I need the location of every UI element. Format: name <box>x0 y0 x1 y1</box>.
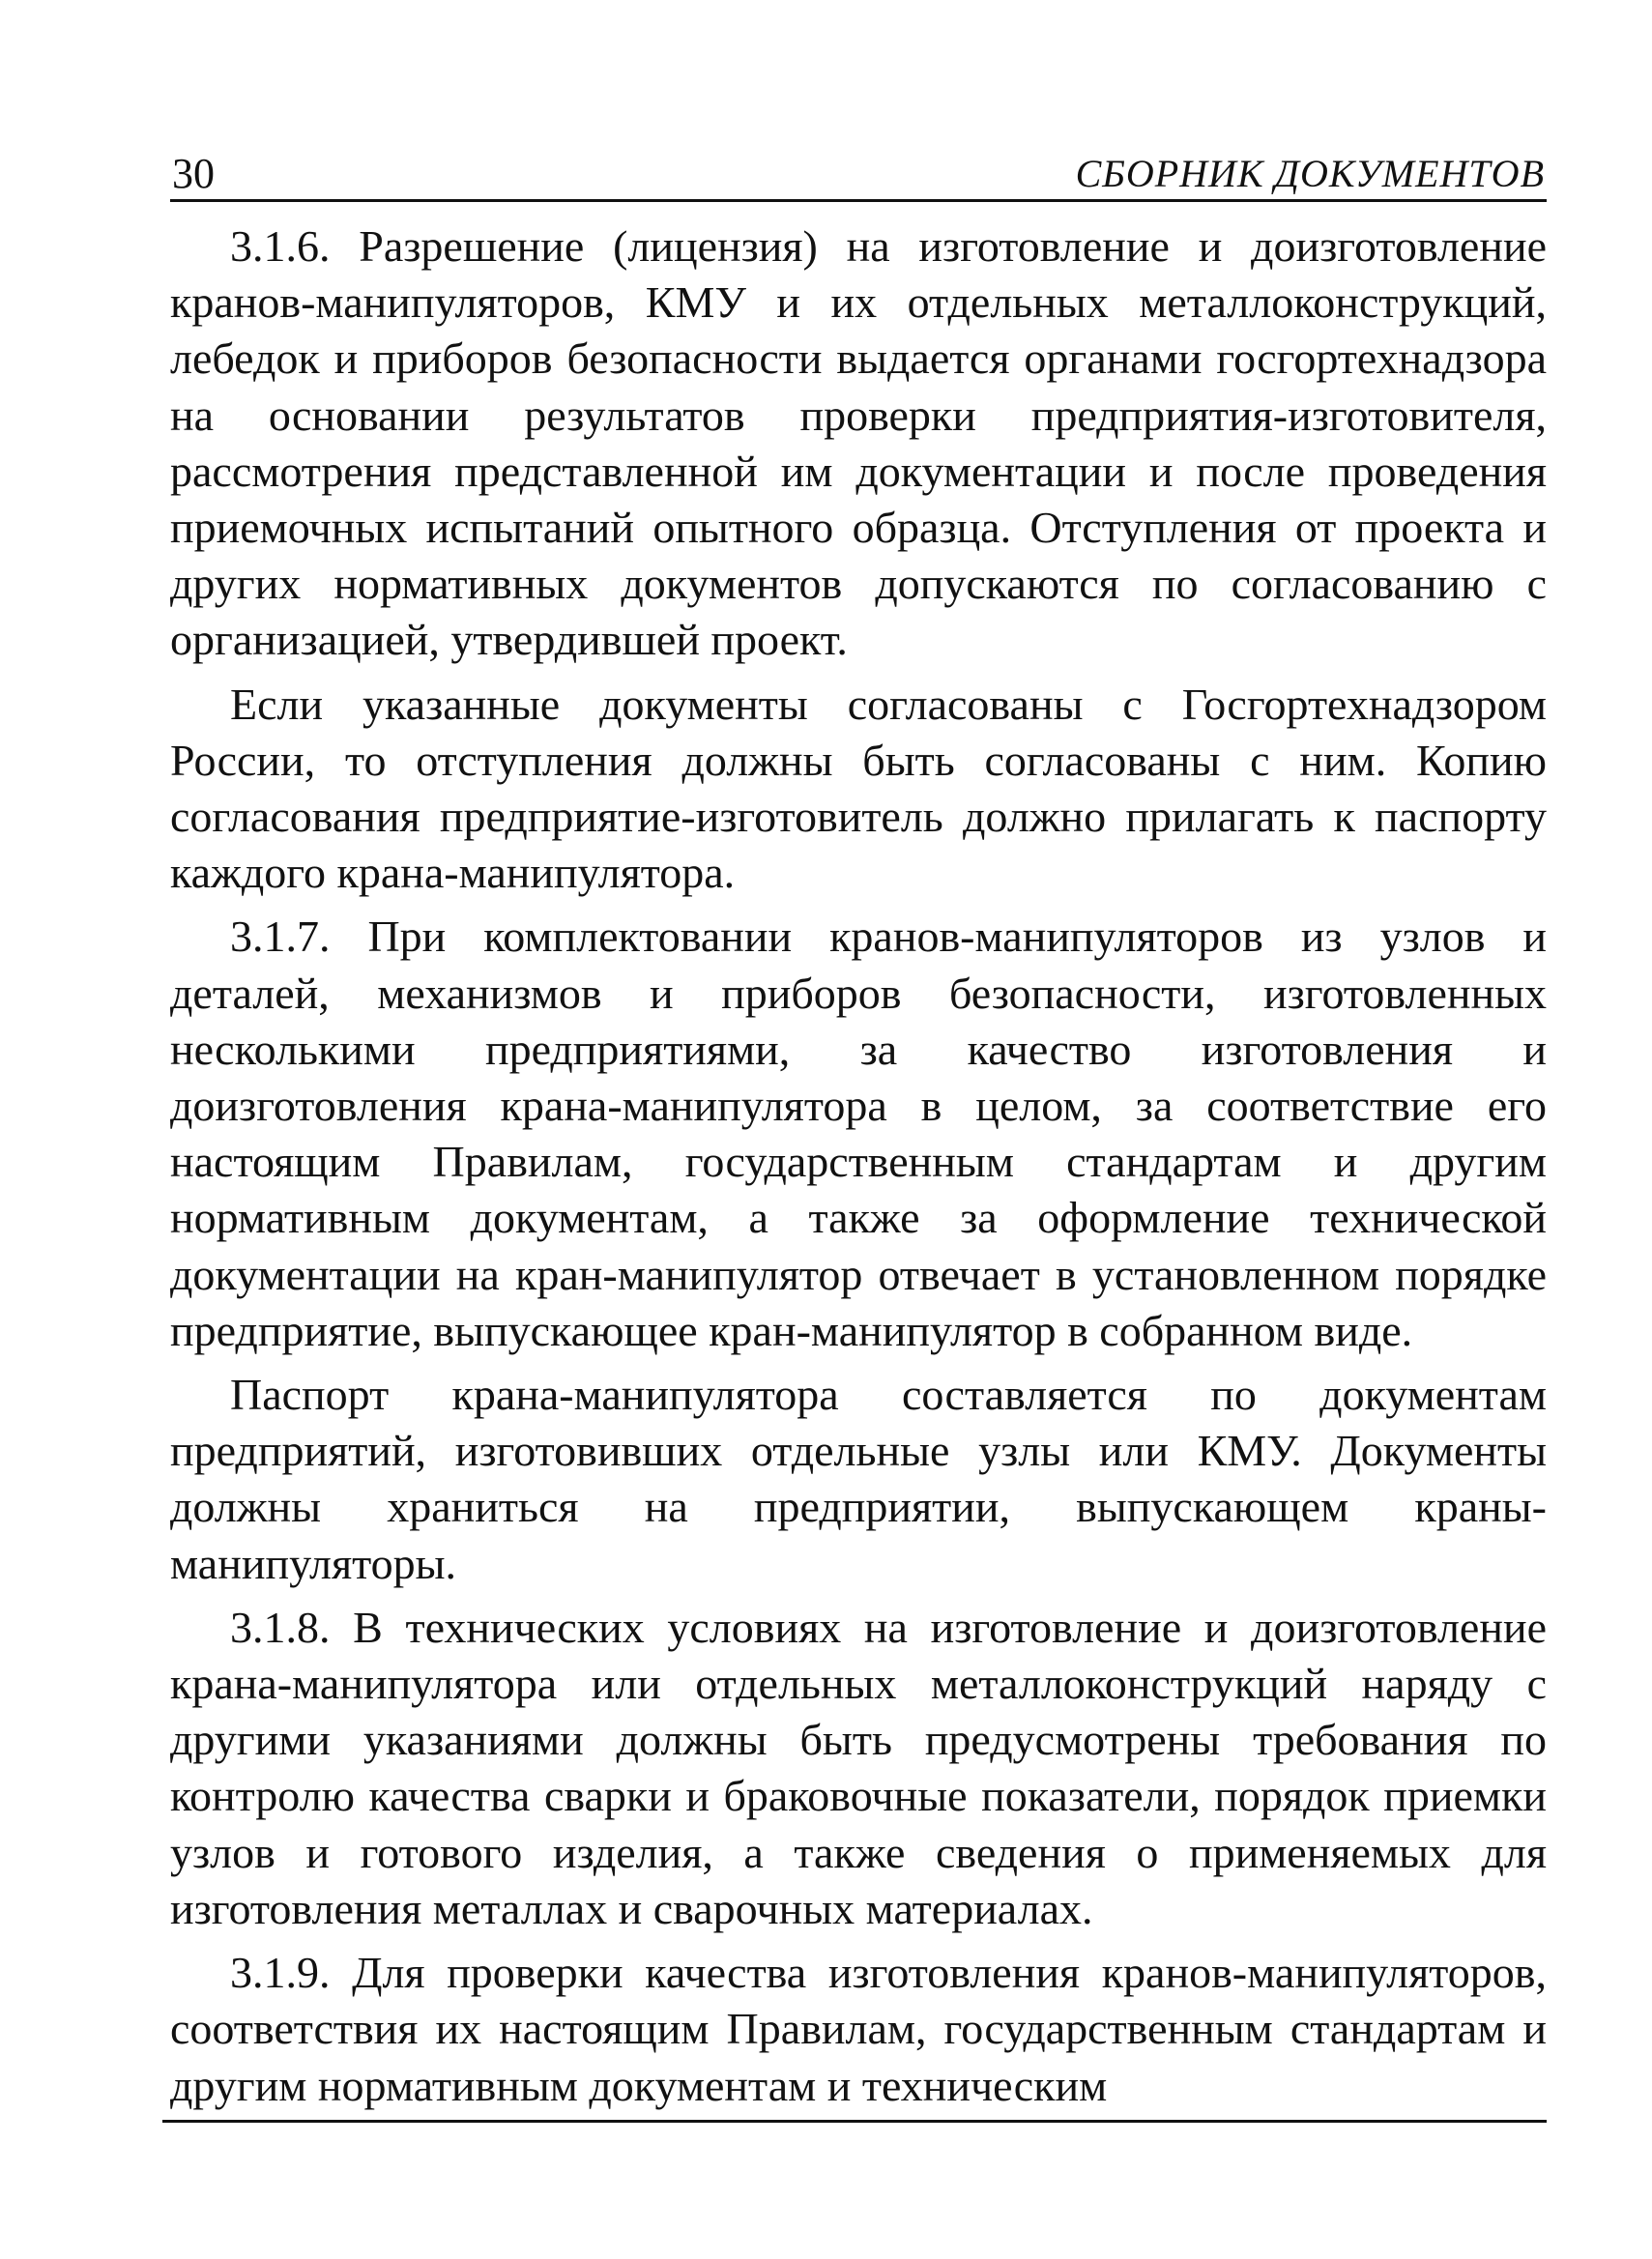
paragraph-3-1-9: 3.1.9. Для проверки качества изготовления кранов-манипуляторов, соответствия их настоящим Правилам, государственным стандартам и другим нормативным документам и техническим <box>170 1948 1547 2110</box>
paragraph-3-1-6: 3.1.6. Разрешение (лицензия) на изготовление и доизготовление кранов-манипуляторов, КМУ и их отдельных металлоконструкций, лебедок и приборов безопасности выдается органами госгортехнадзора на основании результатов проверки предприятия-изготовителя, рассмотрения представленной им документации и после проведения приемочных испытаний опытного образца. Отступления от проекта и других нормативных документов допускаются по согласованию с организацией, утвердившей проект. <box>170 221 1547 665</box>
page-header <box>170 145 1547 202</box>
page-number: 30 <box>172 150 215 197</box>
body-text <box>170 218 1547 2122</box>
running-title: СБОРНИК ДОКУМЕНТОВ <box>1075 152 1545 195</box>
paragraph-agreement-copy: Если указанные документы согласованы с Госгортехнадзором России, то отступления должны быть согласованы с ним. Копию согласования предприятие-изготовитель должно прилагать к паспорту каждого крана-манипулятора. <box>170 679 1547 898</box>
bottom-rule <box>162 2120 1547 2123</box>
paragraph-3-1-7: 3.1.7. При комплектовании кранов-манипуляторов из узлов и деталей, механизмов и приборов безопасности, изготовленных несколькими предприятиями, за качество изготовления и доизготовления крана-манипулятора в целом, за соответствие его настоящим Правилам, государственным стандартам и другим нормативным документам, а также за оформление технической документации на кран-манипулятор отвечает в установленном порядке предприятие, выпускающее кран-манипулятор в собранном виде. <box>170 912 1547 1355</box>
paragraph-3-1-8: 3.1.8. В технических условиях на изготовление и доизготовление крана-манипулятора или отдельных металлоконструкций наряду с другими указаниями должны быть предусмотрены требования по контролю качества сварки и браковочные показатели, порядок приемки узлов и готового изделия, а также сведения о применяемых для изготовления металлах и сварочных материалах. <box>170 1602 1547 1933</box>
paragraph-passport: Паспорт крана-манипулятора составляется по документам предприятий, изготовивших отдельные узлы или КМУ. Документы должны храниться на предприятии, выпускающем краны-манипуляторы. <box>170 1370 1547 1588</box>
